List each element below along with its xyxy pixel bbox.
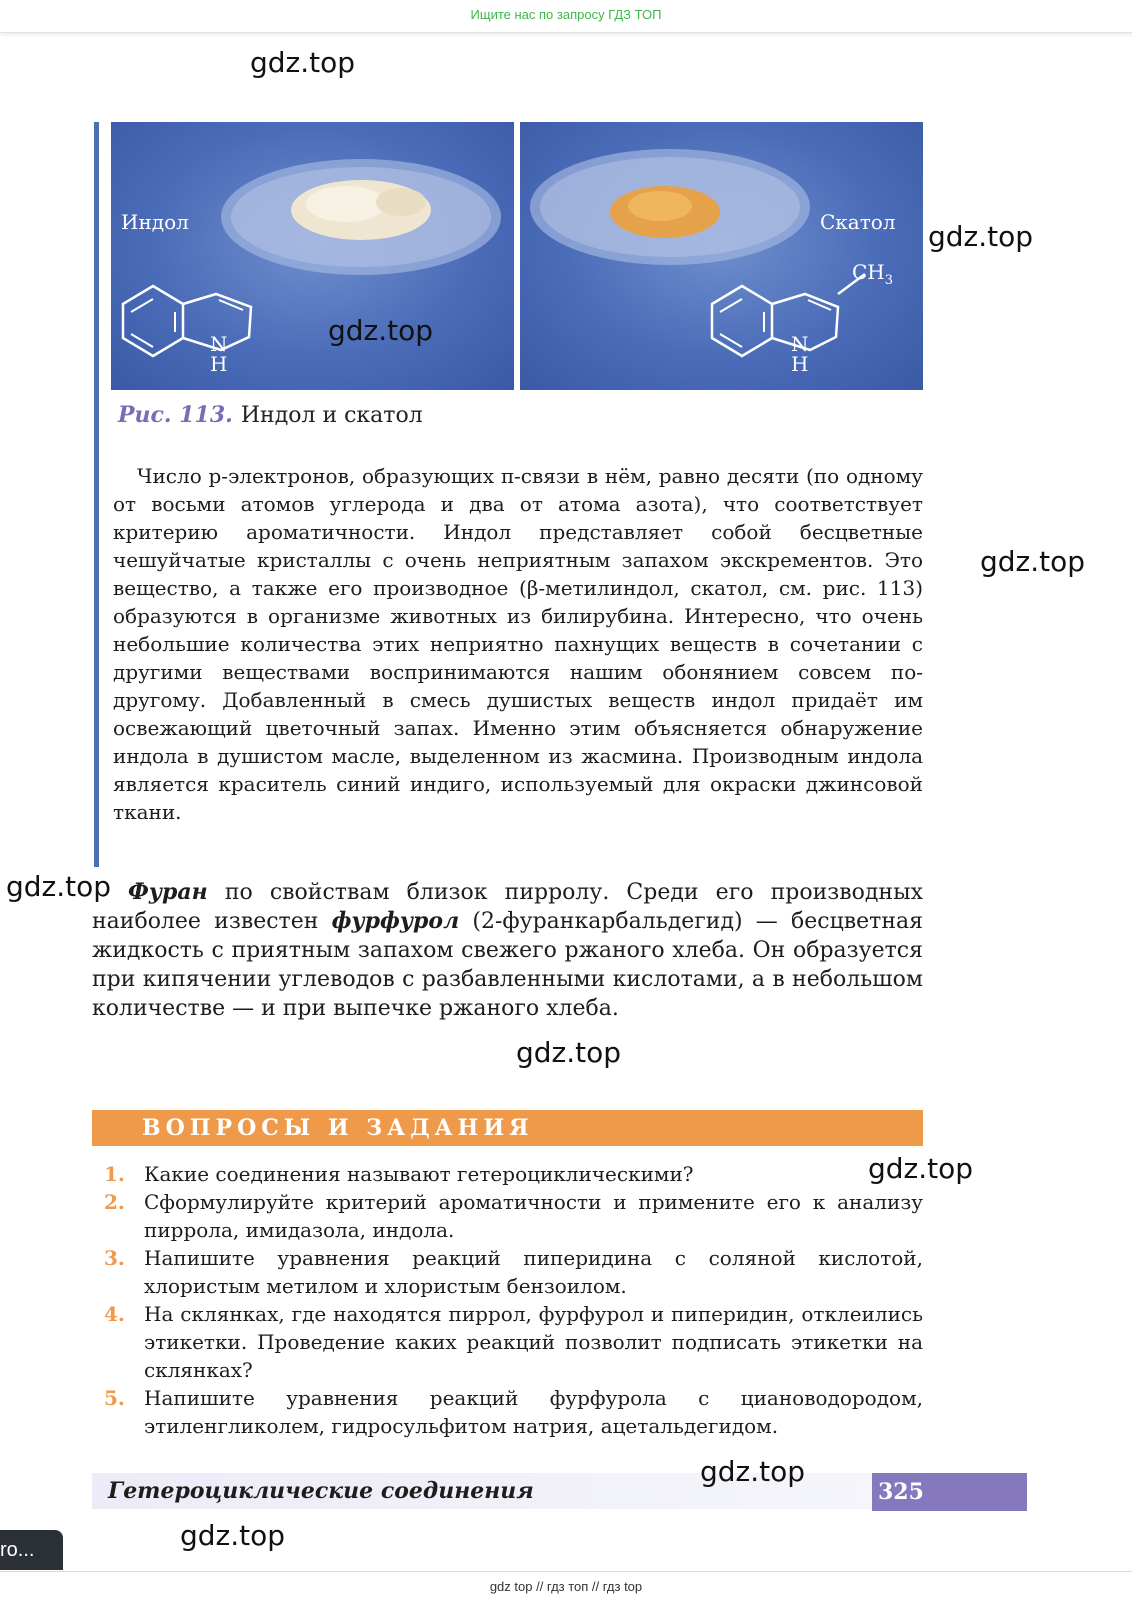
bottom-links[interactable]: gdz top // гдз топ // гдз top <box>0 1571 1132 1606</box>
question-item <box>104 1160 923 1188</box>
watermark: gdz.top <box>516 1036 622 1069</box>
question-text: Какие соединения называют гетероциклическими? <box>144 1162 694 1186</box>
furan-paragraph <box>92 878 923 1023</box>
question-number: 4. <box>104 1302 125 1326</box>
figure-number: Рис. 113. <box>118 402 233 428</box>
question-item <box>104 1384 923 1440</box>
watermark: gdz.top <box>868 1152 974 1185</box>
skatole-label: Скатол <box>820 210 896 234</box>
collapsed-tab[interactable]: ro... <box>0 1530 63 1570</box>
skatole-methyl-group <box>852 260 893 288</box>
skatole-ch-text: CH <box>852 260 885 284</box>
question-text: Напишите уравнения реакций фурфурола с циановодородом, этиленгликолем, гидросульфитом натрия, ацетальдегидом. <box>144 1386 923 1438</box>
indole-n-atom: N <box>210 332 228 356</box>
figure-caption-text: Индол и скатол <box>240 403 423 428</box>
top-banner[interactable]: Ищите нас по запросу ГДЗ ТОП <box>0 0 1132 33</box>
question-text: Сформулируйте критерий ароматичности и примените его к анализу пиррола, имидазола, индола. <box>144 1190 923 1242</box>
skatole-photo <box>520 122 923 390</box>
question-item <box>104 1244 923 1300</box>
skatole-h-atom: H <box>791 352 809 376</box>
watermark: gdz.top <box>6 870 112 903</box>
indole-photo <box>111 122 514 390</box>
question-number: 2. <box>104 1190 125 1214</box>
question-number: 5. <box>104 1386 125 1410</box>
questions-heading: ВОПРОСЫ И ЗАДАНИЯ <box>142 1115 534 1141</box>
watermark: gdz.top <box>180 1519 286 1552</box>
watermark: gdz.top <box>980 545 1086 578</box>
skatole-ch-subscript: 3 <box>884 273 894 288</box>
page-number: 325 <box>872 1473 1027 1511</box>
indole-illustration <box>111 122 514 390</box>
watermark: gdz.top <box>328 314 434 347</box>
watermark: gdz.top <box>250 46 356 79</box>
questions-list <box>104 1160 923 1440</box>
question-text: На склянках, где находятся пиррол, фурфурол и пиперидин, отклеились этикетки. Проведение каких реакций позволит подписать этикетки на склянках? <box>144 1302 923 1382</box>
indole-label: Индол <box>121 210 189 234</box>
skatole-n-atom: N <box>791 332 809 356</box>
figure-caption <box>118 402 423 428</box>
question-number: 1. <box>104 1162 125 1186</box>
question-number: 3. <box>104 1246 125 1270</box>
question-item <box>104 1188 923 1244</box>
skatole-illustration <box>520 122 923 390</box>
furan-text-1: по свойствам близок пирролу. Среди его производных наиболее известен <box>92 880 923 934</box>
indole-h-atom: H <box>210 352 228 376</box>
section-marker-line <box>94 122 99 867</box>
questions-heading-bar <box>92 1110 923 1146</box>
watermark: gdz.top <box>700 1455 806 1488</box>
furan-text-2: (2-фуранкарбальдегид) — бесцветная жидкость с приятным запахом свежего ржаного хлеба. Он образуется при кипячении углеводов с разбавленными кислотами, а в небольшом количестве — и при выпечке ржаного хлеба. <box>92 909 923 1021</box>
term-furfural: фурфурол <box>331 908 460 934</box>
term-furan: Фуран <box>128 879 208 905</box>
chapter-title: Гетероциклические соединения <box>108 1478 534 1504</box>
question-item <box>104 1300 923 1384</box>
watermark: gdz.top <box>928 220 1034 253</box>
question-text: Напишите уравнения реакций пиперидина с соляной кислотой, хлористым метилом и хлористым бензоилом. <box>144 1246 923 1298</box>
indole-paragraph: Число p-электронов, образующих π-связи в нём, равно десяти (по одному от восьми атомов углерода и два от атома азота), что соответствует критерию ароматичности. Индол представляет собой бесцветные чешуйчатые кристаллы с очень неприятным запахом экскрементов. Это вещество, а также его производное (β-метилиндол, скатол, см. рис. 113) образуются в организме животных из билирубина. Интересно, что очень небольшие количества этих неприятно пахнущих веществ в сочетании с другими веществами воспринимаются нашим обонянием совсем по-другому. Добавленный в смесь душистых веществ индол придаёт им освежающий цветочный запах. Именно этим объясняется обнаружение индола в душистом масле, выделенном из жасмина. Производным индола является краситель синий индиго, используемый для окраски джинсовой ткани. <box>113 464 923 824</box>
